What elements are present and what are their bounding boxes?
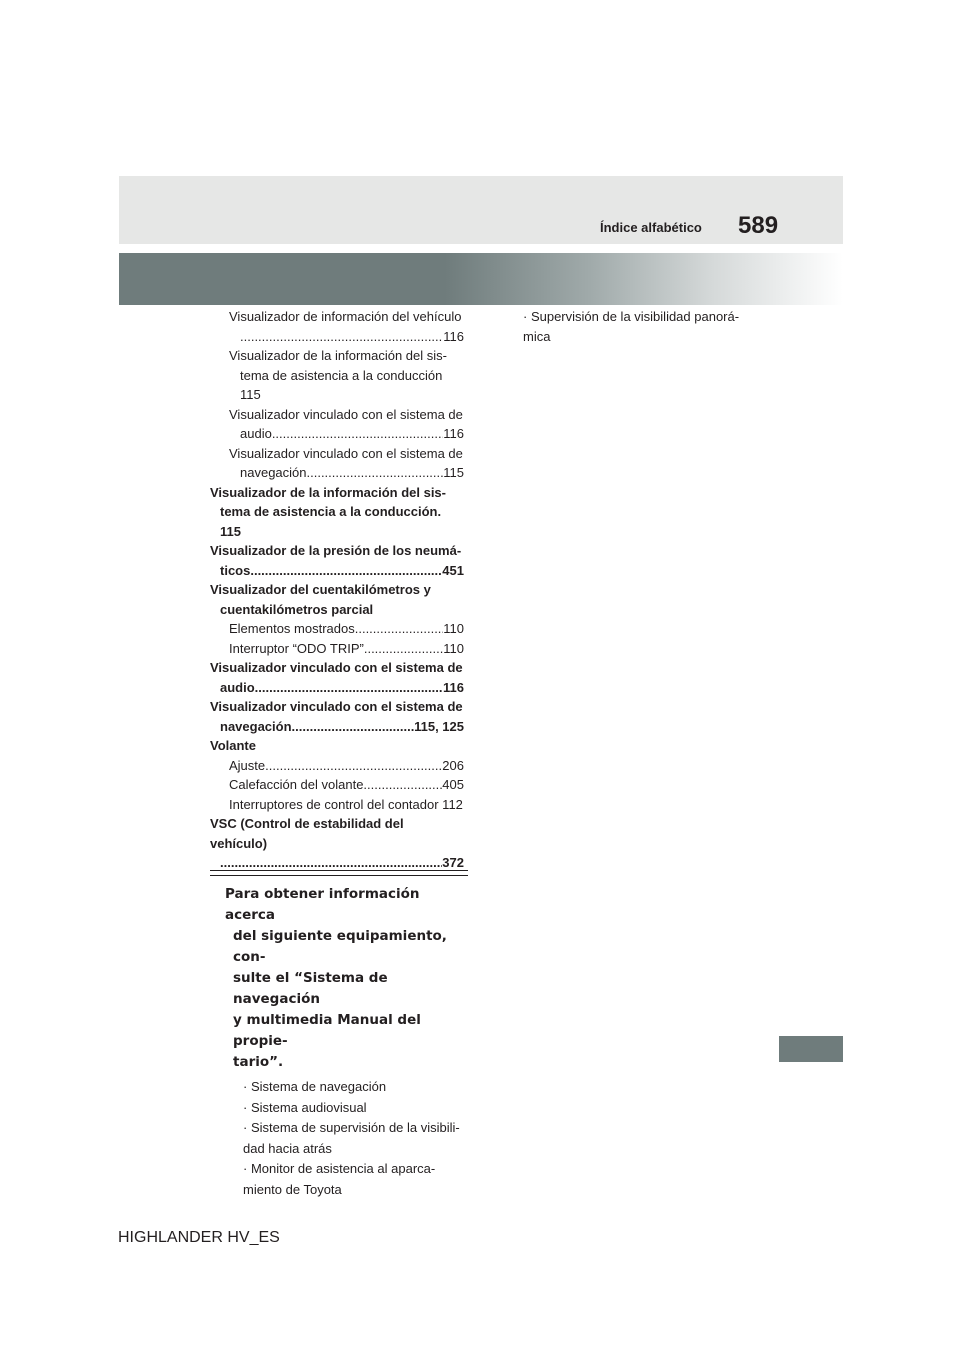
entry-text: Visualizador del cuentakilómetros y	[210, 582, 431, 597]
header-band	[119, 176, 843, 244]
note-item: · Sistema de supervisión de la visibili-	[243, 1120, 460, 1135]
entry-text: audio	[240, 426, 272, 441]
entry-text: audio	[220, 679, 255, 695]
entry-page: 206	[442, 757, 464, 773]
entry-text: Visualizador vinculado con el sistema de	[229, 445, 463, 461]
index-entry	[210, 814, 464, 853]
section-title: Índice alfabético	[600, 220, 702, 235]
entry-text: Visualizador vinculado con el sistema de	[210, 660, 463, 675]
index-entry	[210, 619, 464, 639]
entry-text: tema de asistencia a la conducción 115	[240, 367, 443, 402]
note-item: · Sistema de navegación	[243, 1079, 387, 1094]
dot-leader	[240, 327, 443, 347]
entry-page: 372	[442, 855, 464, 870]
index-entry	[210, 697, 464, 717]
entry-text: navegación	[240, 465, 307, 480]
entry-text: Visualizador de la presión de los neumá-	[210, 543, 462, 558]
entry-page: 116	[443, 328, 464, 344]
index-entry	[210, 775, 464, 795]
entry-page: 110	[443, 640, 464, 656]
page-number: 589	[738, 212, 779, 239]
index-entry	[210, 658, 464, 678]
dot-leader	[272, 424, 443, 444]
index-entry	[210, 678, 464, 698]
header-gradient-bar	[119, 253, 843, 305]
index-entry	[210, 444, 464, 464]
note-item-list	[225, 1077, 470, 1200]
index-entry	[210, 424, 464, 444]
index-entry	[210, 795, 464, 815]
index-left-column	[210, 307, 464, 873]
index-entry	[210, 366, 464, 405]
dot-leader	[355, 619, 444, 639]
note-item: · Sistema audiovisual	[243, 1099, 367, 1115]
note-heading	[225, 884, 470, 1073]
entry-text: Visualizador vinculado con el sistema de	[210, 699, 463, 714]
entry-text: Interruptores de control del contador 112	[229, 796, 463, 812]
footer-model: HIGHLANDER HV_ES	[118, 1229, 280, 1246]
index-entry	[210, 483, 464, 503]
note-heading-line: tario”.	[233, 1054, 284, 1070]
note-item: · Monitor de asistencia al aparca-	[243, 1161, 436, 1176]
index-entry	[210, 561, 464, 581]
entry-text: Calefacción del volante	[229, 777, 364, 792]
dot-leader	[363, 775, 442, 795]
note-item: dad hacia atrás	[243, 1140, 332, 1156]
index-entry	[210, 639, 464, 659]
entry-text: Elementos mostrados	[229, 621, 355, 636]
double-rule-divider	[210, 870, 468, 876]
entry-text: Ajuste	[229, 757, 266, 773]
index-entry: mica	[523, 328, 551, 344]
note-item: miento de Toyota	[243, 1181, 342, 1197]
index-entry	[210, 405, 464, 425]
entry-text: Visualizador de la información del sis-	[210, 484, 446, 500]
index-entry	[210, 736, 464, 756]
index-entry	[210, 307, 464, 327]
index-entry	[210, 327, 464, 347]
index-entry	[210, 541, 464, 561]
note-heading-line: Para obtener información acerca	[225, 886, 420, 923]
entry-text: Visualizador de información del vehículo	[229, 309, 462, 324]
dot-leader	[255, 678, 443, 698]
entry-text: tema de asistencia a la conducción. 115	[220, 504, 442, 539]
index-right-column	[523, 307, 753, 346]
dot-leader	[250, 561, 442, 581]
dot-leader	[265, 756, 442, 776]
entry-page: 116	[443, 426, 464, 441]
entry-text: Interruptor “ODO TRIP”	[229, 640, 364, 656]
entry-text: Volante	[210, 738, 256, 753]
entry-page: 115	[443, 465, 464, 480]
entry-page: 405	[442, 777, 464, 792]
entry-page: 116	[443, 679, 464, 695]
dot-leader	[364, 639, 443, 659]
note-heading-line: del siguiente equipamiento, con-	[233, 928, 447, 965]
index-entry	[210, 463, 464, 483]
entry-text: Visualizador de la información del sis-	[229, 348, 447, 363]
index-entry	[210, 756, 464, 776]
entry-text: VSC (Control de estabilidad del vehículo)	[210, 816, 404, 851]
index-entry	[210, 580, 464, 600]
entry-text: Visualizador vinculado con el sistema de	[229, 406, 463, 422]
index-entry	[210, 717, 464, 737]
index-entry	[210, 600, 464, 620]
entry-text: cuentakilómetros parcial	[220, 601, 374, 617]
index-entry	[210, 502, 464, 541]
chapter-side-tab	[779, 1036, 843, 1062]
index-entry	[210, 346, 464, 366]
dot-leader	[307, 463, 444, 483]
navigation-note	[225, 884, 470, 1200]
entry-page: 110	[443, 621, 464, 636]
entry-text: navegación	[220, 718, 292, 734]
index-entry: · Supervisión de la visibilidad panorá-	[523, 309, 740, 324]
entry-page: 451	[442, 562, 464, 578]
note-heading-line: y multimedia Manual del propie-	[233, 1012, 421, 1049]
dot-leader	[292, 717, 415, 737]
note-heading-line: sulte el “Sistema de navegación	[233, 970, 388, 1007]
entry-text: ticos	[220, 562, 251, 578]
entry-page: 115, 125	[414, 718, 464, 734]
